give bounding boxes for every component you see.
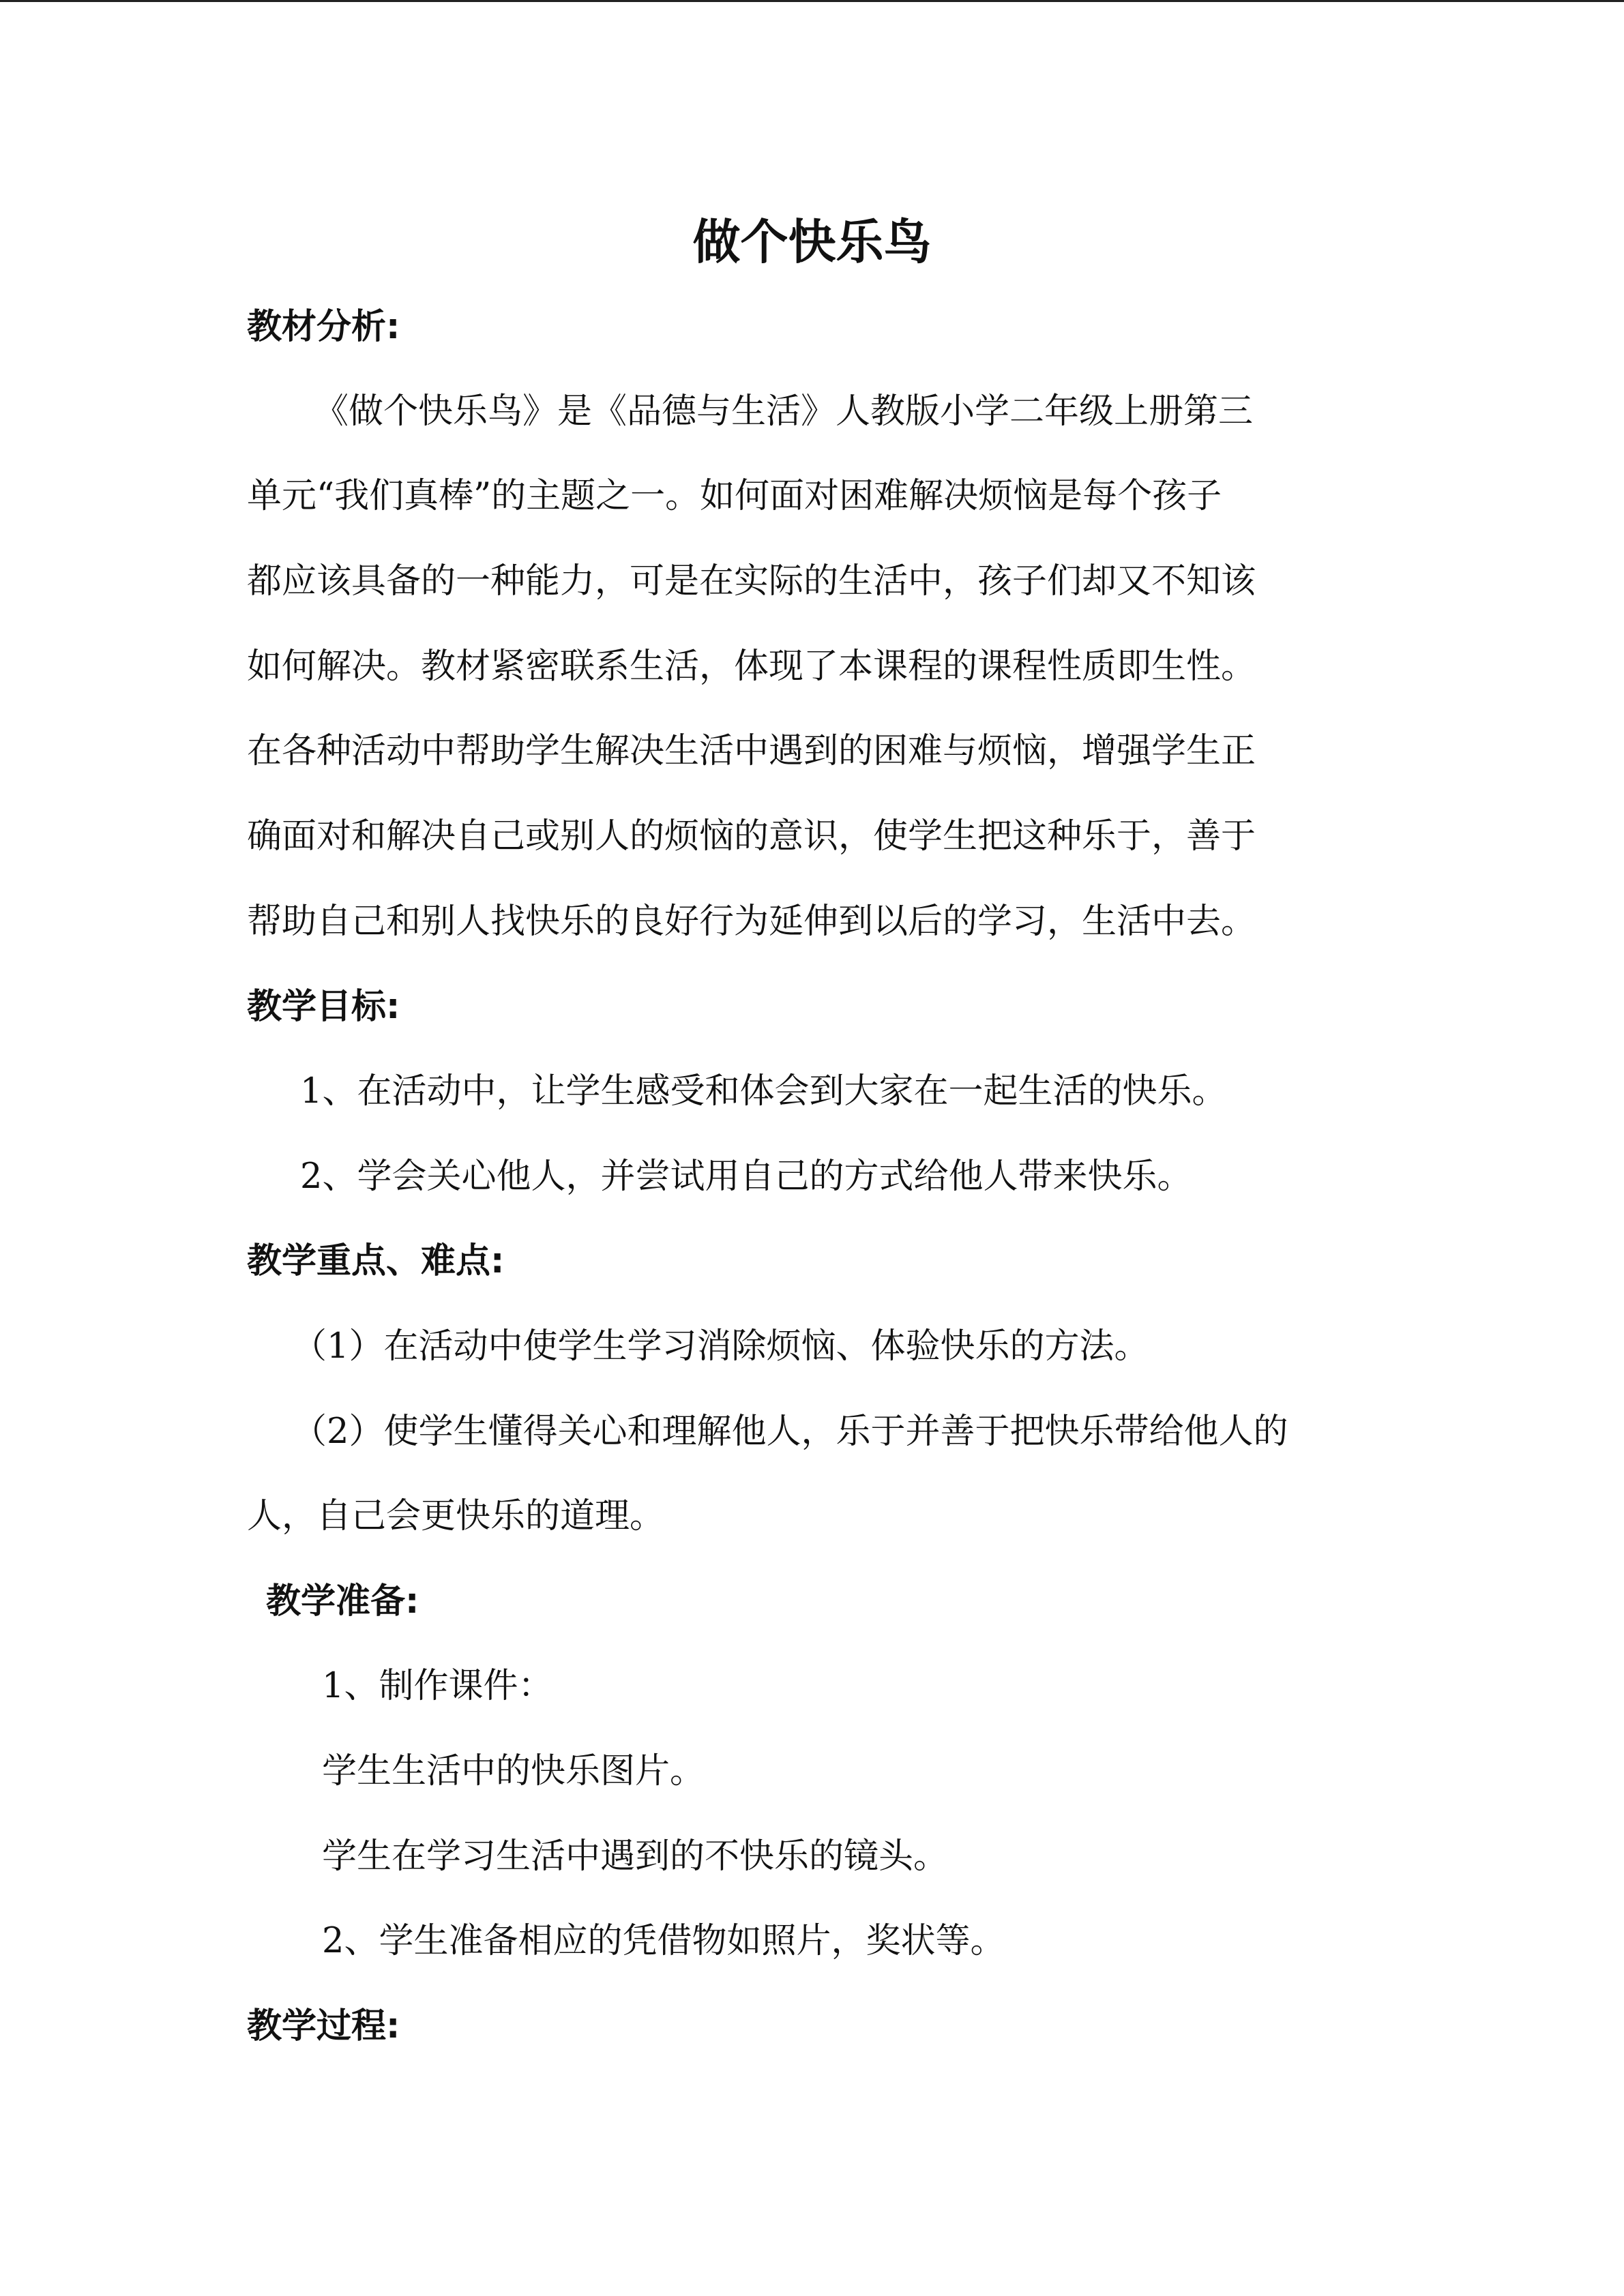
analysis-line: 确面对和解决自己或别人的烦恼的意识，使学生把这种乐于，善于 <box>247 816 1256 856</box>
goal-item: 1、在活动中，让学生感受和体会到大家在一起生活的快乐。 <box>300 1071 1227 1112</box>
goals-heading: 教学目标: <box>247 987 400 1027</box>
prep-item: 1、制作课件： <box>322 1666 553 1706</box>
analysis-line: 《做个快乐鸟》是《品德与生活》人教版小学二年级上册第三 <box>314 391 1254 432</box>
prep-item: 学生在学习生活中遇到的不快乐的镜头。 <box>322 1836 949 1877</box>
analysis-heading: 教材分析: <box>247 307 400 347</box>
analysis-line: 如何解决。教材紧密联系生活，体现了本课程的课程性质即生性。 <box>247 646 1256 687</box>
page-title: 做个快乐鸟 <box>692 214 932 270</box>
key-point-item: （1）在活动中使学生学习消除烦恼、体验快乐的方法。 <box>292 1326 1149 1367</box>
analysis-line: 在各种活动中帮助学生解决生活中遇到的困难与烦恼，增强学生正 <box>247 731 1256 771</box>
prep-heading: 教学准备: <box>266 1581 419 1622</box>
key-points-heading: 教学重点、难点: <box>247 1241 505 1281</box>
key-point-item: 人，自己会更快乐的道理。 <box>247 1496 665 1536</box>
analysis-line: 都应该具备的一种能力，可是在实际的生活中，孩子们却又不知该 <box>247 561 1256 601</box>
process-heading: 教学过程: <box>247 2006 400 2046</box>
key-point-item: （2）使学生懂得关心和理解他人，乐于并善于把快乐带给他人的 <box>292 1412 1288 1452</box>
prep-item: 2、学生准备相应的凭借物如照片，奖状等。 <box>322 1921 1005 1961</box>
analysis-line: 帮助自己和别人找快乐的良好行为延伸到以后的学习，生活中去。 <box>247 901 1256 942</box>
prep-item: 学生生活中的快乐图片。 <box>322 1751 705 1791</box>
goal-item: 2、学会关心他人，并尝试用自己的方式给他人带来快乐。 <box>300 1157 1192 1197</box>
analysis-line: 单元“我们真棒”的主题之一。如何面对困难解决烦恼是每个孩子 <box>247 476 1222 516</box>
